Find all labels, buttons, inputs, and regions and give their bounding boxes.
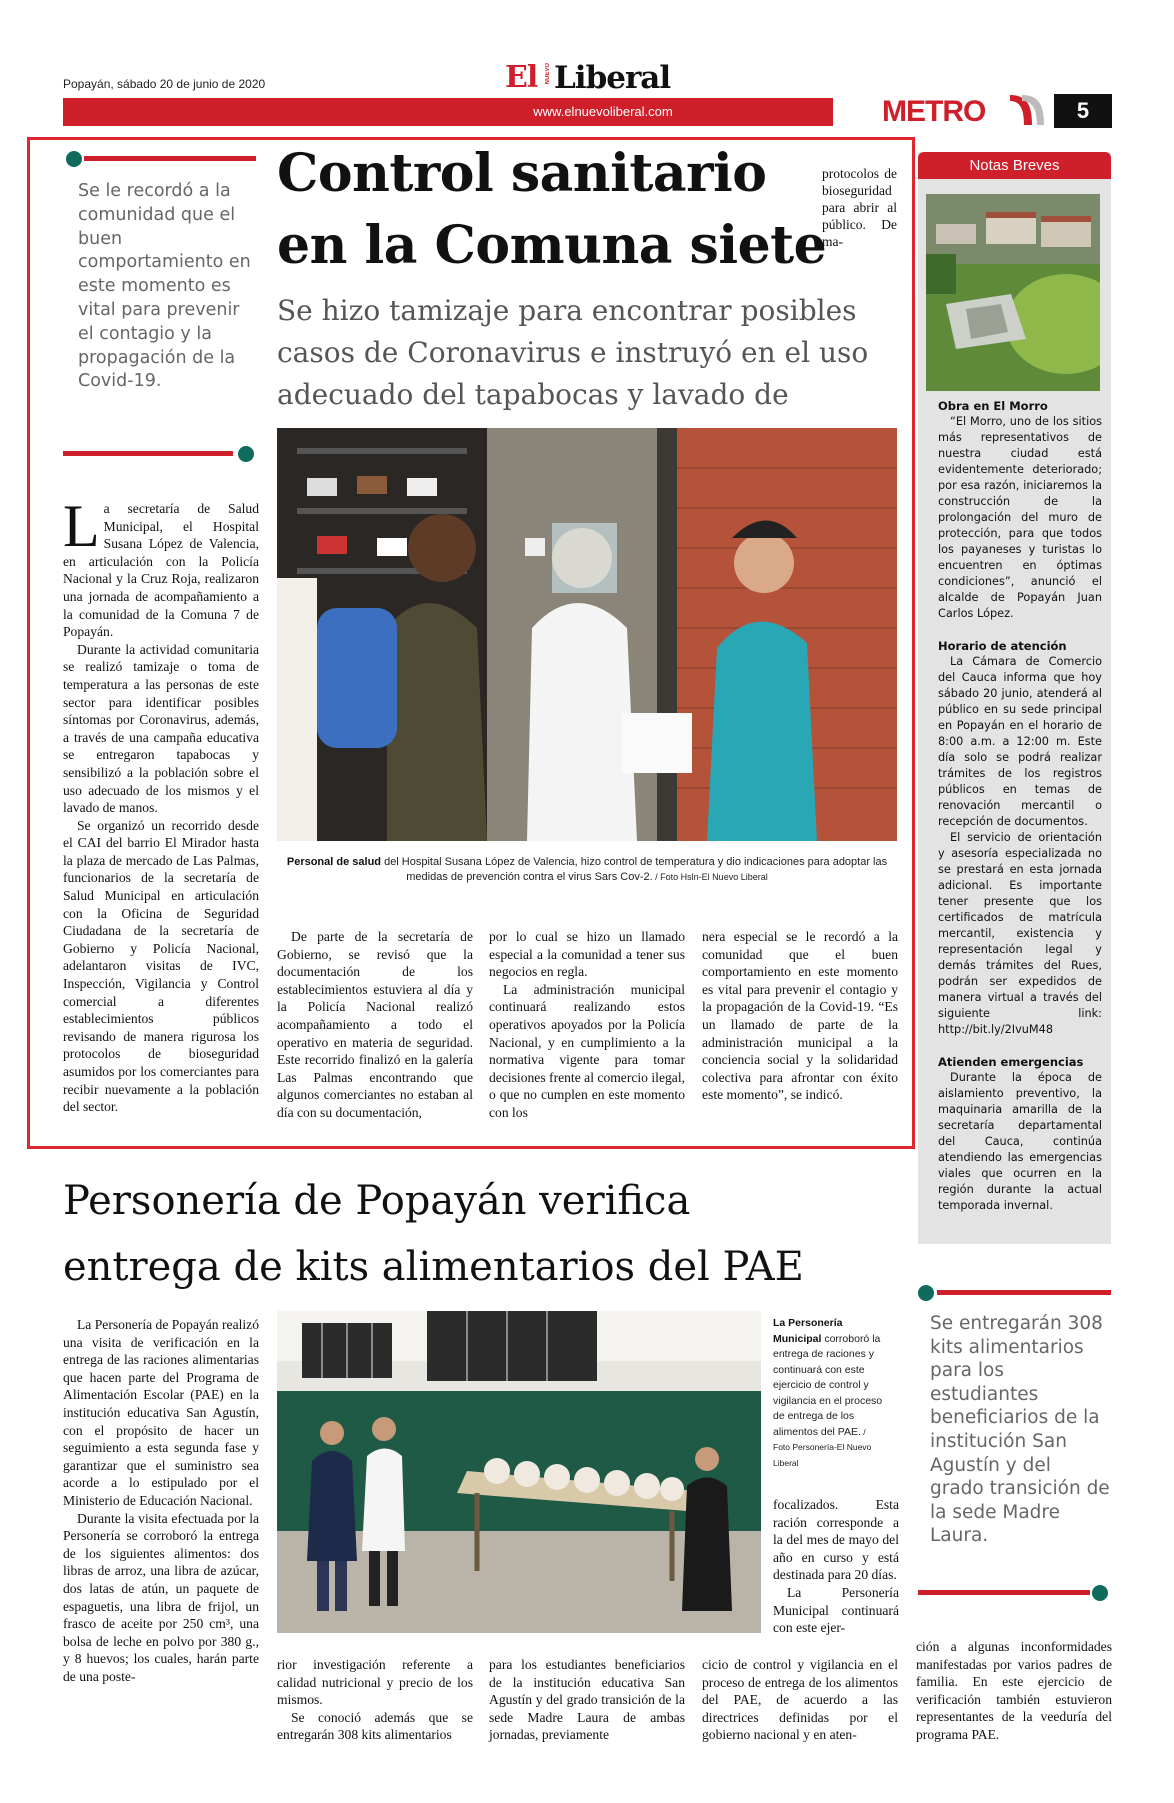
quote-dot-icon [918,1285,934,1301]
quote-rule-top [937,1290,1111,1295]
nota-item [938,1054,1102,1214]
paragraph: Durante la actividad comunitaria se realizó tamizaje o toma de temperatura a las personas de este sector para identificar posibles síntomas por Coronavirus, además, a través de una campaña educativa se entregaron tapabocas y sensibilizó a la población sobre el uso adecuado de los mismos y el lavado de manos. [63,641,259,816]
paragraph: nera especial se le recordó a la comunidad que el buen comportamiento en este momento es vital para prevenir el contagio y la propagación de la Covid-19. “Es un llamado de parte de la administración municipal a la conciencia social y la solidaridad colectiva para afrontar con éxito este momento”, se indicó. [702,929,898,1103]
paragraph: De parte de la secretaría de Gobierno, se revisó que la documentación de los establecimientos estuviera al día y la Policía Nacional realizó acompañamiento a todo el operativo en materia de seguridad. Este recorrido finalizó en la galería Las Palmas encontrando que algunos comerciantes no estaban al día con su documentación, [277,929,473,1120]
notas-photo [926,194,1100,391]
article2-photo-caption [773,1316,883,1471]
notas-list [938,398,1102,1214]
logo-el: El [505,60,538,95]
paragraph: Se organizó un recorrido desde el CAI del barrio El Mirador hasta la plaza de mercado de Las Palmas, funcionarios de la secretaría de Salud Municipal en articulación con la Oficina de Seguridad Ciudadana de la secretaría de Gobierno y Policía Nacional, adelantaron visitas de IVC, Inspección, Vigilancia y Control comercial a diferentes establecimientos públicos revisando de manera rigurosa los protocolos de bioseguridad asumidos por los comerciantes para recibir nuevamente a la población del sector. [63,817,259,1115]
nota-text: “El Morro, uno de los sitios más representativos de nuestra ciudad está evidentemente deteriorado; por esa razón, iniciaremos la construcción de la prolongación del muro de protección, para que todos los payaneses y turistas lo encuentren en óptimas condiciones”, anunció el alcalde de Popayán Juan Carlos López. [938,415,1102,620]
quote-dot-icon [66,151,82,167]
headline-line-2: en la Comuna siete [277,215,827,276]
photo-credit: / Foto Personería-El Nuevo Liberal [773,1426,872,1468]
logo-nuevo: NUEVO [545,63,551,85]
paragraph: rior investigación referente a calidad nutricional y precio de los mismos. [277,1657,473,1708]
paragraph: por lo cual se hizo un llamado especial a la comunidad a tener sus negocios en regla. [489,929,685,980]
nota-text: Durante la época de aislamiento preventivo, la maquinaria amarilla de la secretaría departamental del Cauca, continúa atendiendo las emergencias viales que ocurren en la región durante la actual temporada invernal. [938,1071,1102,1212]
quote-rule-top [84,156,256,161]
headline-2-line-2: entrega de kits alimentarios del PAE [63,1244,804,1290]
paragraph: a secretaría de Salud Municipal, el Hospital Susana López de Valencia, en articulación con la Policía Nacional y la Cruz Roja, realizaron una jornada de acompañamiento a la comunidad de la Comuna 7 de Popayán. [63,501,259,640]
article-photo [277,428,897,841]
article2-column-1 [63,1316,259,1685]
article2-column-4 [702,1656,898,1744]
caption-text: corroboró la entrega de raciones y continuará con este ejercicio de control y vigilancia en el proceso de entrega de los alimentos del PAE. [773,1332,883,1438]
headline-2-line-1: Personería de Popayán verifica [63,1178,691,1224]
article-column-2 [277,928,473,1122]
article-text-snippet: protocolos de bioseguridad para abrir al público. De ma- [822,166,897,249]
article-column-1 [63,493,259,1116]
nota-item [938,398,1102,622]
section-title: METRO [882,95,986,128]
article2-photo [277,1311,761,1633]
headline-line-1: Control sanitario [277,143,767,204]
article-column-3 [489,928,685,1122]
quote-rule-bottom [63,451,233,456]
headline [277,138,826,282]
photo-caption [277,855,897,885]
nota-heading: Obra en El Morro [938,399,1048,413]
pull-quote: Se le recordó a la comunidad que el buen comportamiento en este momento es vital para prevenir el contagio y la propagación de la Covid-19. [78,181,251,392]
article2-column-2 [277,1656,473,1744]
article2-column-5 [916,1638,1112,1744]
article-column-4 [702,928,898,1104]
paragraph: La administración municipal continuará realizando estos operativos apoyados por la Policía Nacional, y en cumplimiento a la normativa vigente para tomar decisiones frente al comercio ilegal, o que no cumplen en este momento con los [489,981,685,1120]
paragraph: La Personería de Popayán realizó una visita de verificación en la entrega de las raciones alimentarias que hacen parte del Programa de Alimentación Escolar (PAE) en la institución educativa San Agustín, con el propósito de hacer un seguimiento a esta segunda fase y garantizar que el suministro sea acorde a lo estipulado por el Ministerio de Educación Nacional. [63,1317,259,1508]
nota-heading: Atienden emergencias [938,1055,1084,1069]
caption-lead: Personal de salud [286,856,382,868]
quote-dot-icon [238,446,254,462]
nota-text: El servicio de orientación y asesoría especializada no se prestará en esta jornada adicional. Es importante tener presente que los certificados de matrícula mercantil, existencia y representación legal y demás trámites del Rues, podrán ser expedidos de manera virtual a través del siguiente link: http://bit.ly/2IvuM48 [938,831,1102,1036]
paragraph: ción a algunas inconformidades manifestadas por varios padres de familia. En este ejercicio de verificación también estuvieron representantes de la veeduría del programa PAE. [916,1639,1112,1742]
article2-column-right [773,1496,899,1637]
logo-liberal: Liberal [554,60,671,96]
page-number: 5 [1054,94,1112,128]
quote-dot-icon [1092,1585,1108,1601]
masthead-logo[interactable] [505,60,675,96]
nota-heading: Horario de atención [938,639,1067,653]
paragraph: Se conoció además que se entregarán 308 kits alimentarios [277,1709,473,1743]
paragraph: focalizados. Esta ración corresponde a la del mes de mayo del año en curso y está destinada para 20 días. [773,1497,899,1583]
dropcap: L [63,493,100,559]
photo-credit: / Foto Hsln-El Nuevo Liberal [652,872,768,882]
paragraph: cicio de control y vigilancia en el proceso de entrega de los alimentos del PAE, de acuerdo a las directrices definidas por el gobierno nacional y en aten- [702,1657,898,1743]
paragraph: Durante la visita efectuada por la Personería se corroboró la entrega de los siguientes alimentos: dos libras de arroz, una libra de azúcar, dos latas de atún, un paquete de espaguetis, una libra de frijol, un frasco de aceite por 250 cm³, una bolsa de leche en polvo por 380 g., y 8 huevos; los cuales, harán parte de una poste- [63,1510,259,1684]
notas-title: Notas Breves [918,152,1111,179]
caption-text: del Hospital Susana López de Valencia, hizo control de temperatura y dio indicaciones para adoptar las medidas de prevención contra el virus Sars Cov-2. [381,856,888,883]
quote-rule-bottom [918,1590,1090,1595]
deck: Se hizo tamizaje para encontrar posibles casos de Coronavirus e instruyó en el uso adecuado del tapabocas y lavado de [277,294,869,411]
article2-column-3 [489,1656,685,1744]
dateline: Popayán, sábado 20 de junio de 2020 [63,77,266,91]
pull-quote-2: Se entregarán 308 kits alimentarios para los estudiantes beneficiarios de la institución San Agustín y del grado transición de la sede Madre Laura. [930,1313,1110,1547]
paragraph: para los estudiantes beneficiarios de la institución educativa San Agustín y del grado transición de la sede Madre Laura de ambas jornadas, previamente [489,1657,685,1743]
caption-lead: La Personería Municipal [773,1317,843,1345]
nota-item [938,638,1102,1038]
website-link[interactable]: www.elnuevoliberal.com [533,104,673,119]
headline-2 [63,1168,804,1300]
section-stripes-icon [1004,93,1054,127]
nota-text: La Cámara de Comercio del Cauca informa que hoy sábado 20 junio, atenderá al público en su sede principal en Popayán en el horario de 8:00 a.m. a 12:00 m. Este día solo se podrá realizar trámites de los registros públicos en temas de renovación mercantil o recepción de documentos. [938,655,1102,828]
paragraph: La Personería Municipal continuará con este ejer- [773,1584,899,1636]
